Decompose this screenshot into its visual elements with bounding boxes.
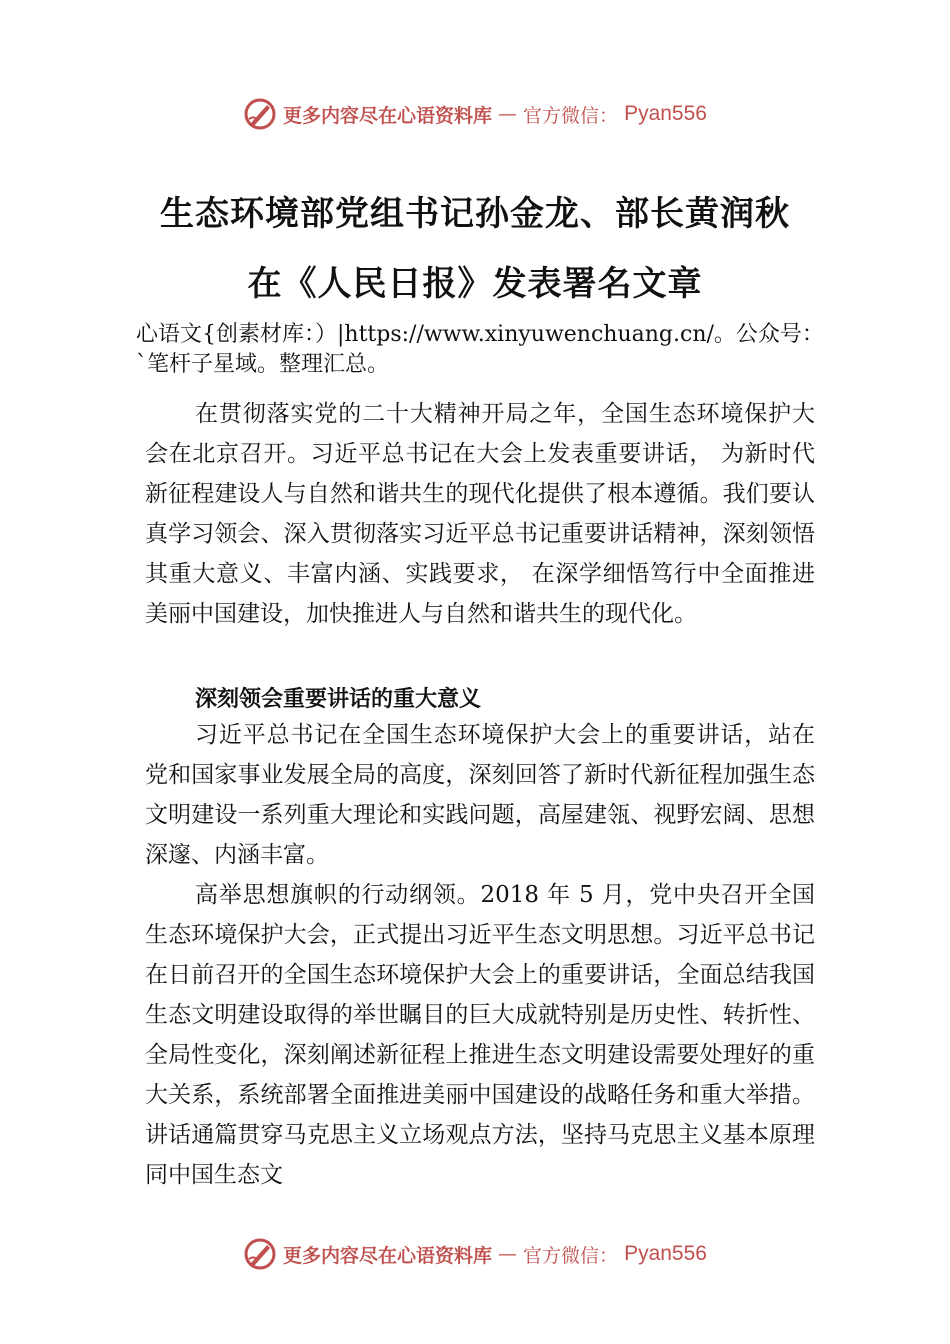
pen-logo-icon — [243, 97, 277, 131]
banner-dash: — — [498, 1243, 518, 1265]
banner-text: 更多内容尽在心语资料库 — [283, 1244, 493, 1267]
pen-logo-icon — [243, 1237, 277, 1271]
article-title-line2: 在《人民日报》发表署名文章 — [247, 264, 703, 304]
article-title-line1: 生态环境部党组书记孙金龙、部长黄润秋 — [160, 194, 790, 234]
banner-wechat-id: Pyan556 — [624, 102, 707, 125]
footer-banner — [0, 1234, 950, 1274]
banner-wechat-label: 官方微信： — [523, 104, 619, 127]
banner-dash: — — [498, 103, 518, 125]
header-banner — [0, 94, 950, 134]
banner-wechat-label: 官方微信： — [523, 1244, 619, 1267]
section-heading: 深刻领会重要讲话的重大意义 — [195, 687, 482, 712]
banner-wechat-id: Pyan556 — [624, 1242, 707, 1265]
banner-text: 更多内容尽在心语资料库 — [283, 104, 493, 127]
paragraph-2: 习近平总书记在全国生态环境保护大会上的重要讲话，站在党和国家事业发展全局的高度，深刻回答了新时代新征程加强生态文明建设一系列重大理论和实践问题，高屋建瓴、视野宏阔、思想深邃、内涵丰富。 — [145, 722, 815, 868]
paragraph-3: 高举思想旗帜的行动纲领。2018 年 5 月，党中央召开全国生态环境保护大会，正式提出习近平生态文明思想。习近平总书记在日前召开的全国生态环境保护大会上的重要讲话，全面总结我国生态文明建设取得的举世瞩目的巨大成就特别是历史性、转折性、全局性变化，深刻阐述新征程上推进生态文明建设需要处理好的重大关系，系统部署全面推进美丽中国建设的战略任务和重大举措。讲话通篇贯穿马克思主义立场观点方法，坚持马克思主义基本原理同中国生态文 — [145, 882, 815, 1188]
source-note: 心语文{创素材库：）|https://www.xinyuwenchuang.cn/。公众号：`笔杆子星域。整理汇总。 — [136, 322, 824, 377]
paragraph-1: 在贯彻落实党的二十大精神开局之年，全国生态环境保护大会在北京召开。习近平总书记在大会上发表重要讲话， 为新时代新征程建设人与自然和谐共生的现代化提供了根本遵循。我们要认真学习领会、深入贯彻落实习近平总书记重要讲话精神，深刻领悟其重大意义、丰富内涵、实践要求， 在深学细悟笃行中全面推进美丽中国建设，加快推进人与自然和谐共生的现代化。 — [145, 401, 815, 627]
